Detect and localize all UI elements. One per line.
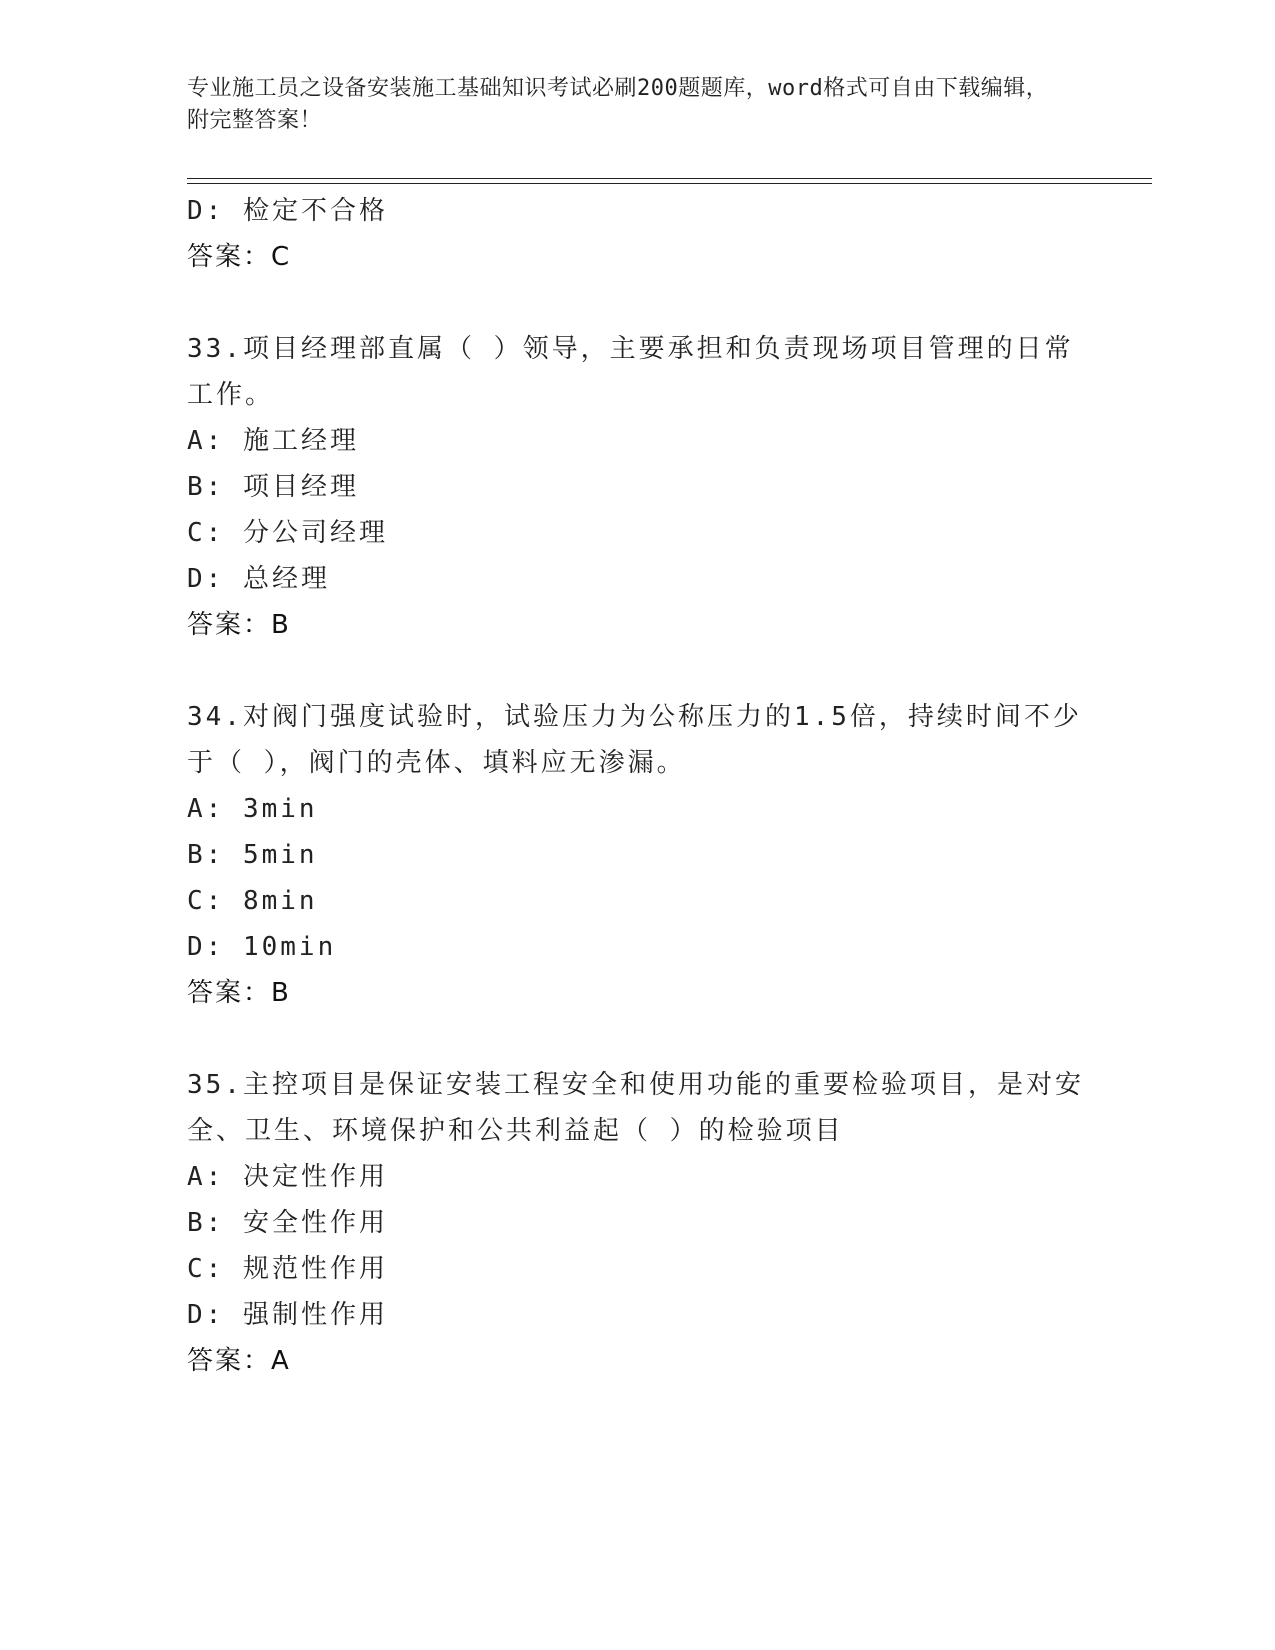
spacer (187, 648, 1087, 694)
answer-line: 答案：B (187, 610, 291, 640)
header-divider-top (187, 178, 1152, 179)
option-c: C: 8min (187, 886, 318, 916)
spacer (187, 280, 1087, 326)
answer-line: 答案：A (187, 1346, 291, 1376)
question-stem-line: 于（ ），阀门的壳体、填料应无渗漏。 (187, 748, 686, 778)
question-stem-line: 35.主控项目是保证安装工程安全和使用功能的重要检验项目，是对安 (187, 1070, 1084, 1100)
question-stem-line: 33.项目经理部直属（ ）领导，主要承担和负责现场项目管理的日常 (187, 334, 1074, 364)
option-b: B: 项目经理 (187, 472, 359, 502)
option-c: C: 规范性作用 (187, 1254, 388, 1284)
option-d: D: 总经理 (187, 564, 330, 594)
question-stem-line: 34.对阀门强度试验时，试验压力为公称压力的1.5倍，持续时间不少 (187, 702, 1082, 732)
option-a: A: 3min (187, 794, 318, 824)
document-header: 专业施工员之设备安装施工基础知识考试必刷200题题库，word格式可自由下载编辑，附完整答案！ (187, 76, 1049, 133)
header-divider-bottom (187, 183, 1152, 184)
option-d: D: 强制性作用 (187, 1300, 388, 1330)
option-a: A: 决定性作用 (187, 1162, 388, 1192)
answer-line: 答案：B (187, 978, 291, 1008)
option-c: C: 分公司经理 (187, 518, 388, 548)
answer-line: 答案：C (187, 242, 292, 272)
question-34 (187, 694, 1087, 1016)
question-stem-line: 全、卫生、环境保护和公共利益起（ ）的检验项目 (187, 1116, 844, 1146)
spacer (187, 1016, 1087, 1062)
option-a: A: 施工经理 (187, 426, 359, 456)
question-33 (187, 326, 1087, 648)
document-body (187, 188, 1087, 1384)
option-d: D: 10min (187, 932, 337, 962)
option-b: B: 5min (187, 840, 318, 870)
option-d: D: 检定不合格 (187, 196, 388, 226)
question-stem-line: 工作。 (187, 380, 275, 410)
option-b: B: 安全性作用 (187, 1208, 388, 1238)
question-35 (187, 1062, 1087, 1384)
